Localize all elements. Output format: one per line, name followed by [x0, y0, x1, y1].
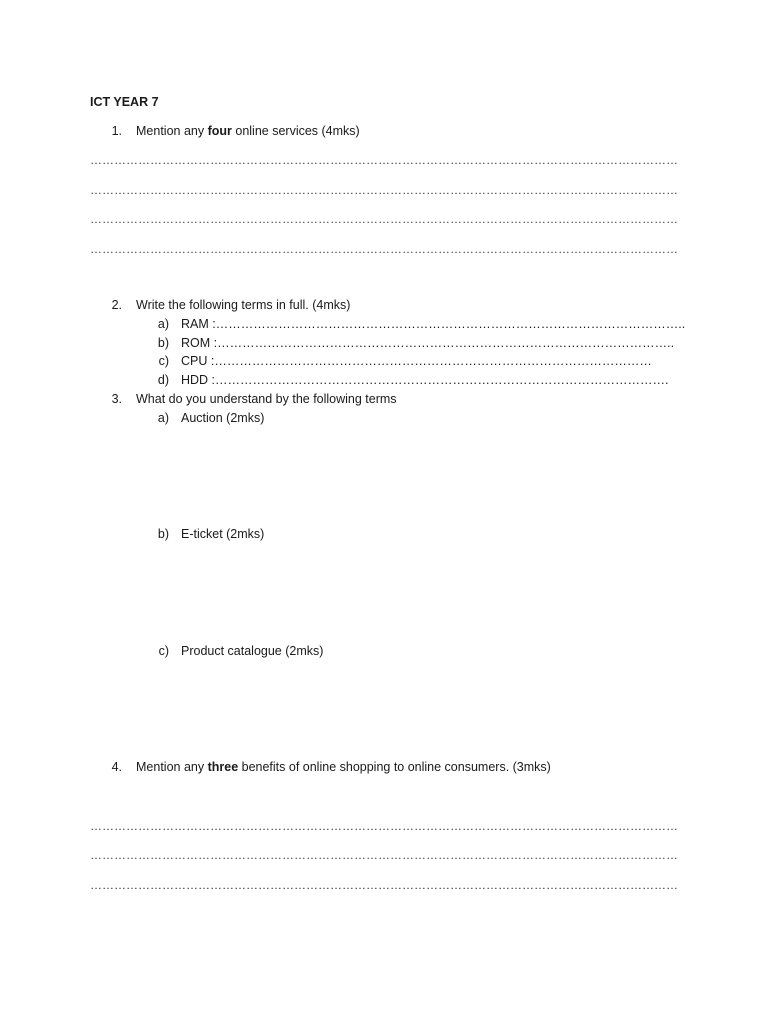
- answer-line: …………………………………………………………………………………………………………………………………: [90, 878, 678, 892]
- sub-item-text: CPU :……………………………………………………………………………………………: [181, 354, 652, 368]
- question-text: Write the following terms in full. (4mks): [136, 298, 351, 312]
- sub-item-label: a): [157, 317, 169, 331]
- question-number: 1.: [111, 124, 122, 138]
- question-number: 4.: [111, 760, 122, 774]
- sub-item-text: RAM :…………………………………………………………………………………………………..: [181, 317, 686, 331]
- sub-item-text: E-ticket (2mks): [181, 527, 265, 541]
- question-number: 3.: [111, 392, 122, 406]
- sub-item-label: c): [158, 644, 169, 658]
- sub-item-label: b): [157, 336, 169, 350]
- sub-item-text: Product catalogue (2mks): [181, 644, 324, 658]
- question-number: 2.: [111, 298, 122, 312]
- answer-line: …………………………………………………………………………………………………………………………………: [90, 153, 678, 167]
- answer-line: …………………………………………………………………………………………………………………………………: [90, 242, 678, 256]
- sub-item-label: a): [157, 411, 169, 425]
- sub-item-text: ROM :………………………………………………………………………………………………..: [181, 336, 675, 350]
- answer-line: …………………………………………………………………………………………………………………………………: [90, 819, 678, 833]
- sub-item-label: c): [158, 354, 169, 368]
- answer-line: …………………………………………………………………………………………………………………………………: [90, 848, 678, 862]
- answer-line: …………………………………………………………………………………………………………………………………: [90, 183, 678, 197]
- question-text: What do you understand by the following terms: [136, 392, 397, 406]
- question-text: Mention any three benefits of online shopping to online consumers. (3mks): [136, 760, 551, 774]
- page-title: ICT YEAR 7: [90, 95, 159, 109]
- sub-item-text: Auction (2mks): [181, 411, 265, 425]
- sub-item-label: b): [157, 527, 169, 541]
- sub-item-label: d): [157, 373, 169, 387]
- answer-line: …………………………………………………………………………………………………………………………………: [90, 212, 678, 226]
- question-text: Mention any four online services (4mks): [136, 124, 360, 138]
- sub-item-text: HDD :……………………………………………………………………………………………….: [181, 373, 669, 387]
